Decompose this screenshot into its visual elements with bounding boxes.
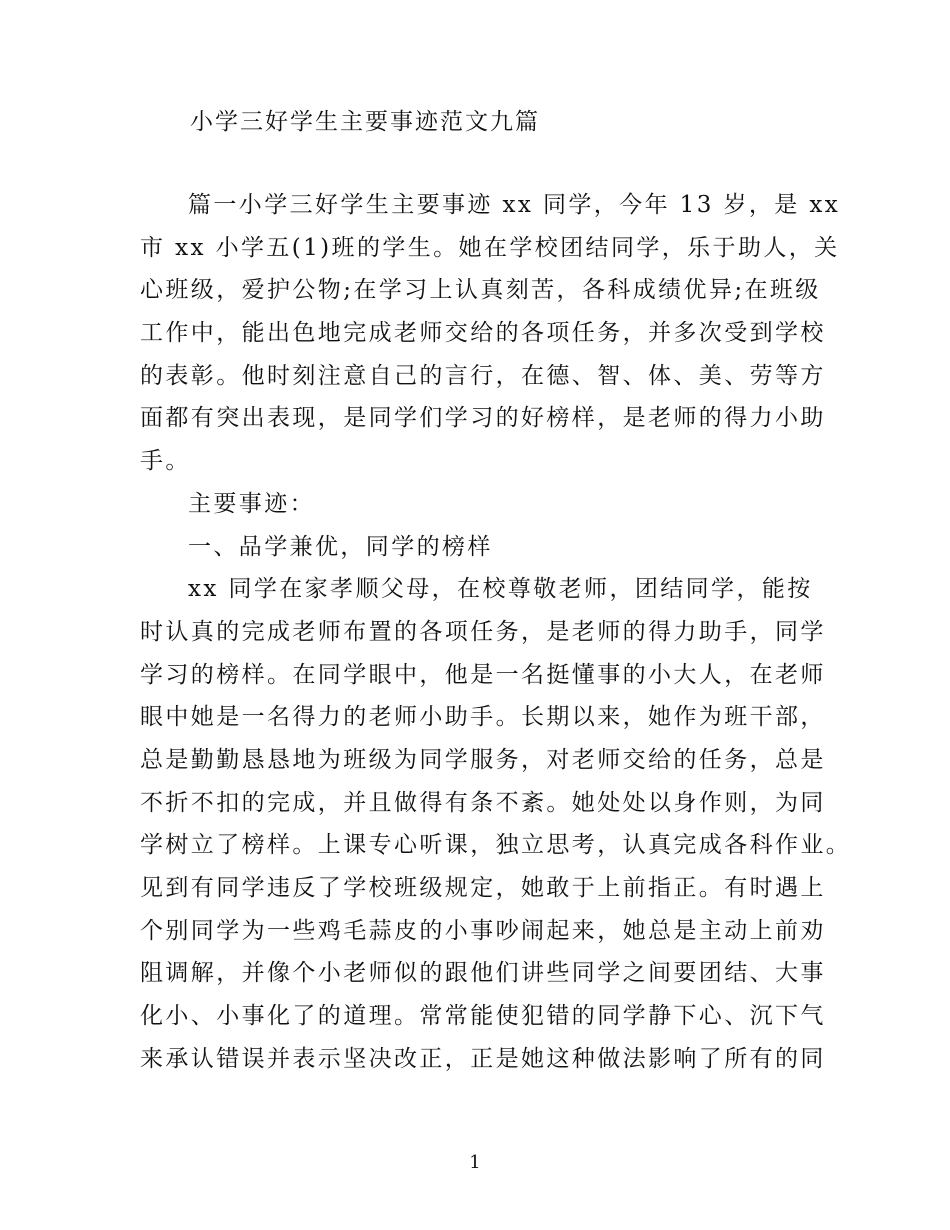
paragraph-line: 学树立了榜样。上课专心听课，独立思考，认真完成各科作业。 (140, 832, 852, 859)
subsection-heading: 一、品学兼优，同学的榜样 (188, 533, 493, 560)
paragraph-line: 化小、小事化了的道理。常常能使犯错的同学静下心、沉下气 (140, 1003, 826, 1030)
paragraph-line: 见到有同学违反了学校班级规定，她敢于上前指正。有时遇上 (140, 875, 826, 901)
paragraph-line: 市 xx 小学五(1)班的学生。她在学校团结同学，乐于助人，关 (140, 234, 840, 261)
paragraph-line: 学习的榜样。在同学眼中，他是一名挺懂事的小大人，在老师 (140, 661, 826, 688)
paragraph-line: 心班级，爱护公物;在学习上认真刻苦，各科成绩优异;在班级 (140, 277, 821, 304)
paragraph-line: 的表彰。他时刻注意自己的言行，在德、智、体、美、劳等方 (140, 362, 826, 389)
section-heading: 主要事迹： (188, 490, 315, 517)
paragraph-line: 眼中她是一名得力的老师小助手。长期以来，她作为班干部， (140, 704, 826, 731)
paragraph-line: 个别同学为一些鸡毛蒜皮的小事吵闹起来，她总是主动上前劝 (140, 917, 826, 944)
paragraph-line: 篇一小学三好学生主要事迹 xx 同学，今年 13 岁，是 xx (188, 192, 841, 218)
paragraph-line: xx 同学在家孝顺父母，在校尊敬老师，团结同学，能按 (188, 576, 813, 603)
paragraph-line: 面都有突出表现，是同学们学习的好榜样，是老师的得力小助 (140, 405, 826, 432)
paragraph-line: 时认真的完成老师布置的各项任务，是老师的得力助手，同学 (140, 618, 826, 645)
paragraph-line: 不折不扣的完成，并且做得有条不紊。她处处以身作则，为同 (140, 789, 826, 816)
paragraph-line: 来承认错误并表示坚决改正，正是她这种做法影响了所有的同 (140, 1045, 826, 1072)
paragraph-line: 总是勤勤恳恳地为班级为同学服务，对老师交给的任务，总是 (140, 746, 826, 773)
page-number: 1 (469, 1152, 481, 1173)
document-title: 小学三好学生主要事迹范文九篇 (190, 109, 540, 135)
paragraph-line: 阻调解，并像个小老师似的跟他们讲些同学之间要团结、大事 (140, 960, 826, 987)
paragraph-line: 工作中，能出色地完成老师交给的各项任务，并多次受到学校 (140, 320, 826, 347)
paragraph-line: 手。 (140, 448, 191, 475)
document-body (140, 184, 852, 1080)
